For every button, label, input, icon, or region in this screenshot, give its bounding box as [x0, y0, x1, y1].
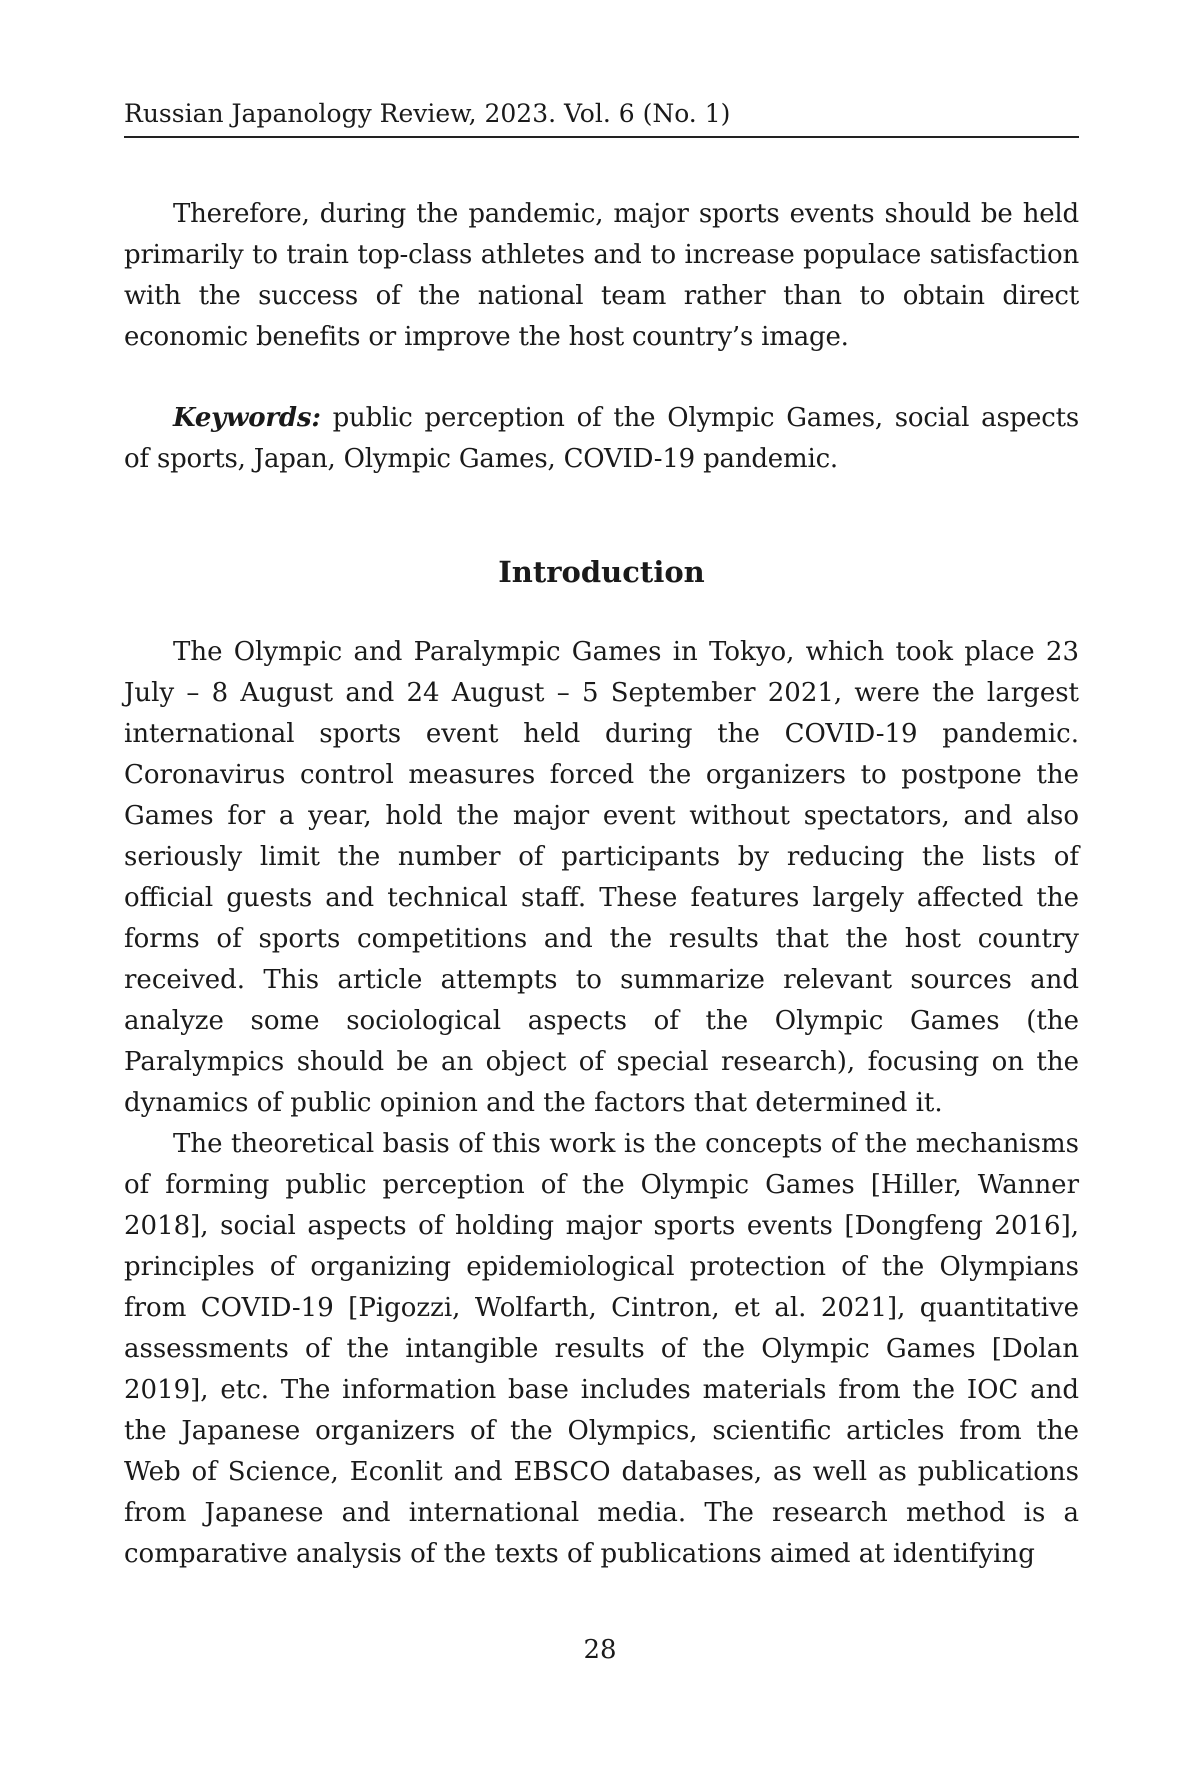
introduction-paragraph-2: The theoretical basis of this work is the concepts of the mechanisms of forming public perception of the Olympic Games [Hiller, Wanner 2018], social aspects of holding major sports events [Dongfeng 2016], principles of organizing epidemiological protection of the Olympians from COVID-19 [Pigozzi, Wolfarth, Cintron, et al. 2021], quantitative assessments of the intangible results of the Olympic Games [Dolan 2019], etc. The information base includes materials from the IOC and the Japanese organizers of the Olympics, scientific articles from the Web of Science, Econlit and EBSCO databases, as well as publications from Japanese and international media. The research method is a comparative analysis of the texts of publications aimed at identifying — [124, 1129, 1079, 1569]
keywords-label: Keywords: — [173, 403, 321, 433]
section-title-introduction: Introduction — [498, 555, 705, 589]
introduction-paragraph-1: The Olympic and Paralympic Games in Tokyo, which took place 23 July – 8 August and 24 August – 5 September 2021, were the largest international sports event held during the COVID-19 pandemic. Coronavirus control measures forced the organizers to postpone the Games for a year, hold the major event without spectators, and also seriously limit the number of participants by reducing the lists of official guests and technical staff. These features largely affected the forms of sports competitions and the results that the host country received. This article attempts to summarize relevant sources and analyze some sociological aspects of the Olympic Games (the Paralympics should be an object of special research), focusing on the dynamics of public opinion and the factors that determined it. — [124, 637, 1079, 1118]
page-number: 28 — [583, 1635, 617, 1665]
keywords-text: public perception of the Olympic Games, social aspects of sports, Japan, Olympic Games, COVID-19 pandemic. — [124, 403, 1079, 474]
page-content — [124, 96, 1079, 1575]
keywords-paragraph — [124, 398, 1079, 480]
abstract-closing-paragraph: Therefore, during the pandemic, major sports events should be held primarily to train top-class athletes and to increase populace satisfaction with the success of the national team rather than to obtain direct economic benefits or improve the host country’s image. — [124, 199, 1079, 352]
introduction-body — [124, 632, 1079, 1575]
abstract-section — [124, 194, 1079, 480]
running-header: Russian Japanology Review, 2023. Vol. 6 (No. 1) — [124, 96, 1079, 138]
